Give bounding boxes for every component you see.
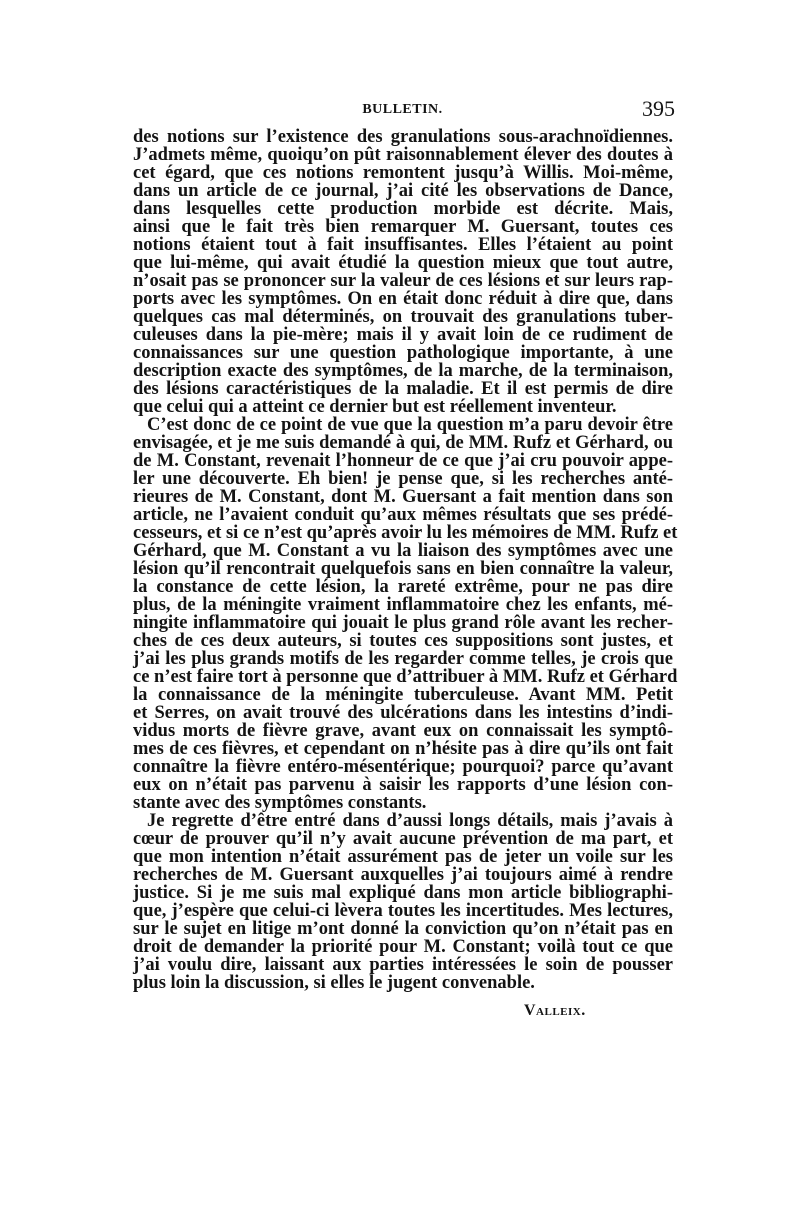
text-line: mes de ces fièvres, et cependant on n’hésite pas à dire qu’ils ont fait [133, 739, 673, 759]
author-signature: Valleix. [524, 1002, 586, 1019]
text-line: description exacte des symptômes, de la marche, de la terminaison, [133, 361, 673, 381]
text-line: notions étaient tout à fait insuffisantes. Elles l’étaient au point [133, 235, 673, 255]
text-line: ainsi que le fait très bien remarquer M. Guersant, toutes ces [133, 217, 673, 237]
text-line: sur le sujet en litige m’ont donné la conviction qu’on n’était pas en [133, 919, 673, 939]
text-line: plus, de la méningite vraiment inflammatoire chez les enfants, mé- [133, 595, 673, 615]
text-line: J’admets même, quoiqu’on pût raisonnablement élever des doutes à [133, 145, 673, 165]
running-title: BULLETIN. [362, 102, 443, 117]
text-line: recherches de M. Guersant auxquelles j’ai toujours aimé à rendre [133, 865, 673, 885]
text-line: que mon intention n’était assurément pas de jeter un voile sur les [133, 847, 673, 867]
running-head [130, 96, 675, 122]
text-line: la constance de cette lésion, la rareté extrême, pour ne pas dire [133, 577, 673, 597]
text-line: lésion qu’il rencontrait quelquefois sans en bien connaître la valeur, [133, 559, 673, 579]
text-line: et Serres, on avait trouvé des ulcérations dans les intestins d’indi- [133, 703, 673, 723]
text-line: plus loin la discussion, si elles le jugent convenable. [133, 973, 535, 993]
text-line: n’osait pas se prononcer sur la valeur de ces lésions et sur leurs rap- [133, 271, 673, 291]
text-line: ningite inflammatoire qui jouait le plus grand rôle avant les recher- [133, 613, 673, 633]
text-line: eux on n’était pas parvenu à saisir les rapports d’une lésion con- [133, 775, 673, 795]
text-line: des lésions caractéristiques de la maladie. Et il est permis de dire [133, 379, 673, 399]
text-line: la connaissance de la méningite tuberculeuse. Avant MM. Petit [133, 685, 673, 705]
text-line: cet égard, que ces notions remontent jusqu’à Willis. Moi-même, [133, 163, 673, 183]
text-line: dans lesquelles cette production morbide est décrite. Mais, [133, 199, 673, 219]
text-line: rieures de M. Constant, dont M. Guersant a fait mention dans son [133, 487, 673, 507]
text-line: culeuses dans la pie-mère; mais il y avait loin de ce rudiment de [133, 325, 673, 345]
text-line: ports avec les symptômes. On en était donc réduit à dire que, dans [133, 289, 673, 309]
body-text [133, 127, 678, 993]
text-line: ler une découverte. Eh bien! je pense que, si les recherches anté- [133, 469, 673, 489]
text-line: dans un article de ce journal, j’ai cité les observations de Dance, [133, 181, 673, 201]
text-line: droit de demander la priorité pour M. Constant; voilà tout ce que [133, 937, 673, 957]
paragraph-start-line: C’est donc de ce point de vue que la question m’a paru devoir être [147, 415, 673, 435]
page-number: 395 [642, 96, 675, 121]
text-line: ches de ces deux auteurs, si toutes ces suppositions sont justes, et [133, 631, 673, 651]
text-line: connaissances sur une question pathologique importante, à une [133, 343, 673, 363]
text-line: j’ai les plus grands motifs de les regarder comme telles, je crois que [133, 649, 673, 669]
text-line: vidus morts de fièvre grave, avant eux on connaissait les symptô- [133, 721, 673, 741]
text-line: que celui qui a atteint ce dernier but est réellement inventeur. [133, 397, 617, 417]
text-line: justice. Si je me suis mal expliqué dans mon article bibliographi- [133, 883, 673, 903]
text-line: quelques cas mal déterminés, on trouvait des granulations tuber- [133, 307, 673, 327]
text-line: envisagée, et je me suis demandé à qui, de MM. Rufz et Gérhard, ou [133, 433, 673, 453]
text-line: que, j’espère que celui-ci lèvera toutes les incertitudes. Mes lectures, [133, 901, 673, 921]
text-line: ce n’est faire tort à personne que d’attribuer à MM. Rufz et Gérhard [133, 667, 678, 687]
text-line: cœur de prouver qu’il n’y avait aucune prévention de ma part, et [133, 829, 673, 849]
text-line: j’ai voulu dire, laissant aux parties intéressées le soin de pousser [133, 955, 673, 975]
text-line: de M. Constant, revenait l’honneur de ce que j’ai cru pouvoir appe- [133, 451, 673, 471]
text-line: des notions sur l’existence des granulations sous-arachnoïdiennes. [133, 127, 673, 147]
paragraph-start-line: Je regrette d’être entré dans d’aussi longs détails, mais j’avais à [147, 811, 673, 831]
text-line: connaître la fièvre entéro-mésentérique; pourquoi? parce qu’avant [133, 757, 673, 777]
text-line: stante avec des symptômes constants. [133, 793, 427, 813]
text-line: Gérhard, que M. Constant a vu la liaison des symptômes avec une [133, 541, 673, 561]
text-line: article, ne l’avaient conduit qu’aux mêmes résultats que ses prédé- [133, 505, 673, 525]
text-line: que lui-même, qui avait étudié la question mieux que tout autre, [133, 253, 673, 273]
text-line: cesseurs, et si ce n’est qu’après avoir lu les mémoires de MM. Rufz et [133, 523, 678, 543]
